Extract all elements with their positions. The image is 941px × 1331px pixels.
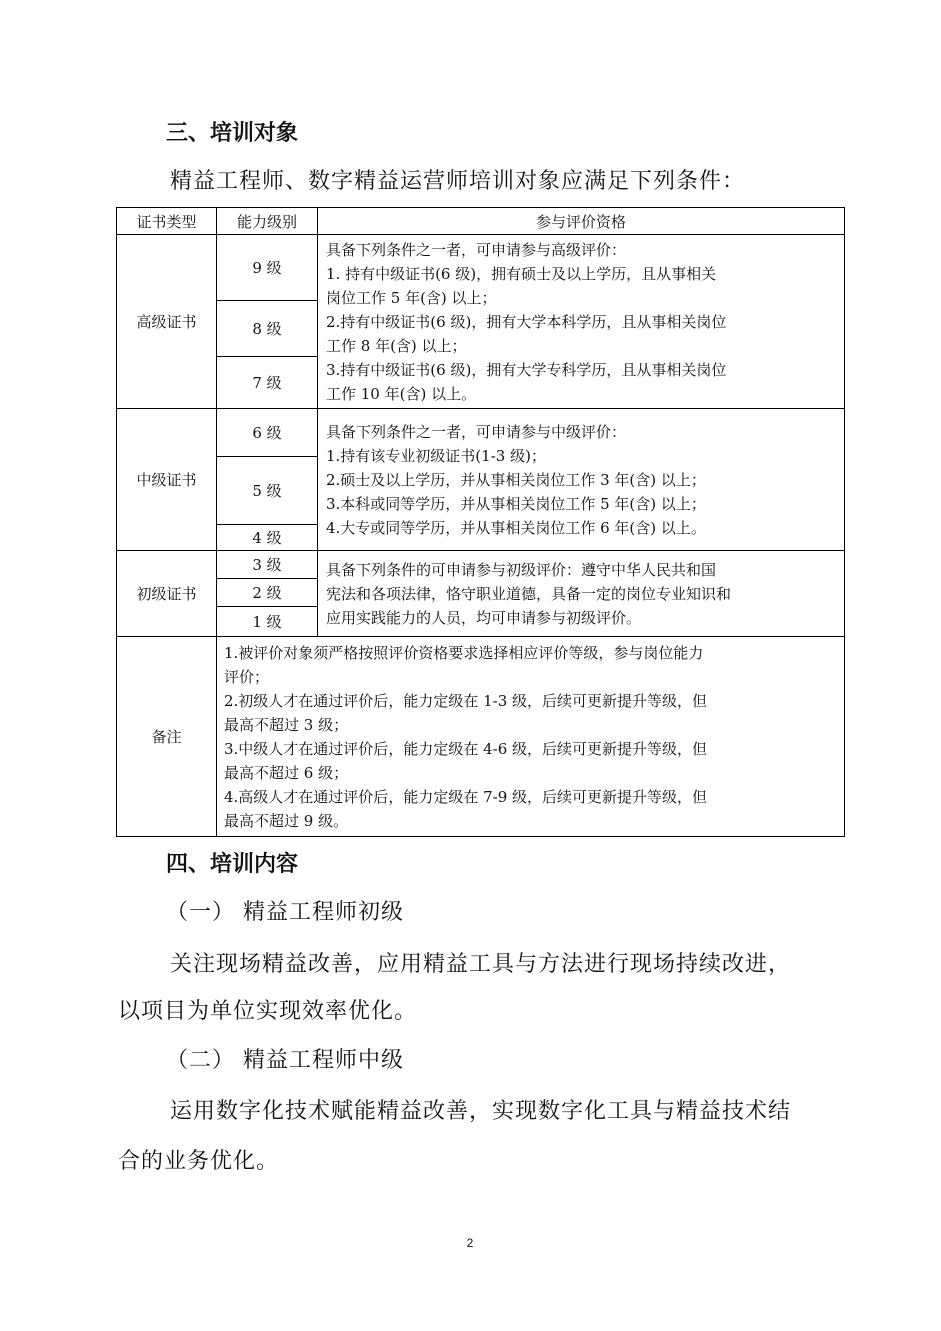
level-cell: 3 级 xyxy=(217,551,318,579)
subsection-2-title: （二） 精益工程师中级 xyxy=(166,1048,404,1073)
remarks-label: 备注 xyxy=(117,637,217,837)
level-cell: 8 级 xyxy=(217,301,318,357)
cert-type-junior: 初级证书 xyxy=(117,551,217,637)
condition-line: 具备下列条件的可申请参与初级评价：遵守中华人民共和国 xyxy=(326,560,717,579)
condition-line: 工作 10 年(含) 以上。 xyxy=(326,384,477,403)
table-row xyxy=(117,551,845,579)
condition-line: 宪法和各项法律，恪守职业道德，具备一定的岗位专业知识和 xyxy=(326,584,732,603)
table-row xyxy=(117,235,845,301)
table-header-row xyxy=(117,208,845,235)
remarks-content xyxy=(217,637,845,837)
remark-line: 评价； xyxy=(224,667,270,686)
senior-conditions xyxy=(318,235,845,409)
remark-line: 最高不超过 6 级； xyxy=(224,763,349,782)
subsection-1-text-line-2: 以项目为单位实现效率优化。 xyxy=(118,999,418,1024)
condition-line: 2.硕士及以上学历，并从事相关岗位工作 3 年(含) 以上； xyxy=(326,470,706,489)
subsection-1-title: （一） 精益工程师初级 xyxy=(166,900,404,925)
level-cell: 2 级 xyxy=(217,579,318,607)
remark-line: 最高不超过 9 级。 xyxy=(224,811,349,830)
remark-line: 2.初级人才在通过评价后，能力定级在 1-3 级，后续可更新提升等级，但 xyxy=(224,691,708,710)
condition-line: 工作 8 年(含) 以上； xyxy=(326,336,467,355)
remark-line: 1.被评价对象须严格按照评价资格要求选择相应评价等级，参与岗位能力 xyxy=(224,643,704,662)
level-cell: 6 级 xyxy=(217,409,318,457)
level-cell: 9 级 xyxy=(217,235,318,301)
condition-line: 4.大专或同等学历，并从事相关岗位工作 6 年(含) 以上。 xyxy=(326,518,706,537)
section-3-intro: 精益工程师、数字精益运营师培训对象应满足下列条件： xyxy=(170,169,746,194)
level-cell: 1 级 xyxy=(217,607,318,637)
condition-line: 2.持有中级证书(6 级)，拥有大学本科学历，且从事相关岗位 xyxy=(326,312,727,331)
section-3-heading: 三、培训对象 xyxy=(166,121,299,146)
condition-line: 应用实践能力的人员，均可申请参与初级评价。 xyxy=(326,608,642,627)
table-row xyxy=(117,409,845,457)
page-number: 2 xyxy=(466,1236,474,1250)
condition-line: 具备下列条件之一者，可申请参与中级评价： xyxy=(326,422,627,441)
level-cell: 4 级 xyxy=(217,525,318,551)
intermediate-conditions xyxy=(318,409,845,551)
header-cert-type: 证书类型 xyxy=(117,208,217,235)
cert-type-senior: 高级证书 xyxy=(117,235,217,409)
remark-line: 4.高级人才在通过评价后，能力定级在 7-9 级，后续可更新提升等级，但 xyxy=(224,787,708,806)
condition-line: 1. 持有中级证书(6 级)，拥有硕士及以上学历，且从事相关 xyxy=(326,264,717,283)
table-row xyxy=(117,637,845,837)
junior-conditions xyxy=(318,551,845,637)
subsection-1-text-line-1: 关注现场精益改善，应用精益工具与方法进行现场持续改进， xyxy=(170,952,792,977)
section-4-heading: 四、培训内容 xyxy=(166,852,299,877)
header-qualification: 参与评价资格 xyxy=(318,208,845,235)
condition-line: 3.持有中级证书(6 级)，拥有大学专科学历，且从事相关岗位 xyxy=(326,360,727,379)
condition-line: 具备下列条件之一者，可申请参与高级评价： xyxy=(326,240,627,259)
header-level: 能力级别 xyxy=(217,208,318,235)
remark-line: 最高不超过 3 级； xyxy=(224,715,349,734)
subsection-2-text-line-1: 运用数字化技术赋能精益改善，实现数字化工具与精益技术结 xyxy=(170,1099,792,1124)
level-cell: 7 级 xyxy=(217,357,318,409)
remark-line: 3.中级人才在通过评价后，能力定级在 4-6 级，后续可更新提升等级，但 xyxy=(224,739,708,758)
condition-line: 1.持有该专业初级证书(1-3 级)； xyxy=(326,446,546,465)
cert-type-intermediate: 中级证书 xyxy=(117,409,217,551)
level-cell: 5 级 xyxy=(217,457,318,525)
qualification-table xyxy=(116,207,845,837)
condition-line: 3.本科或同等学历，并从事相关岗位工作 5 年(含) 以上； xyxy=(326,494,706,513)
subsection-2-text-line-2: 合的业务优化。 xyxy=(118,1149,280,1174)
condition-line: 岗位工作 5 年(含) 以上； xyxy=(326,288,497,307)
